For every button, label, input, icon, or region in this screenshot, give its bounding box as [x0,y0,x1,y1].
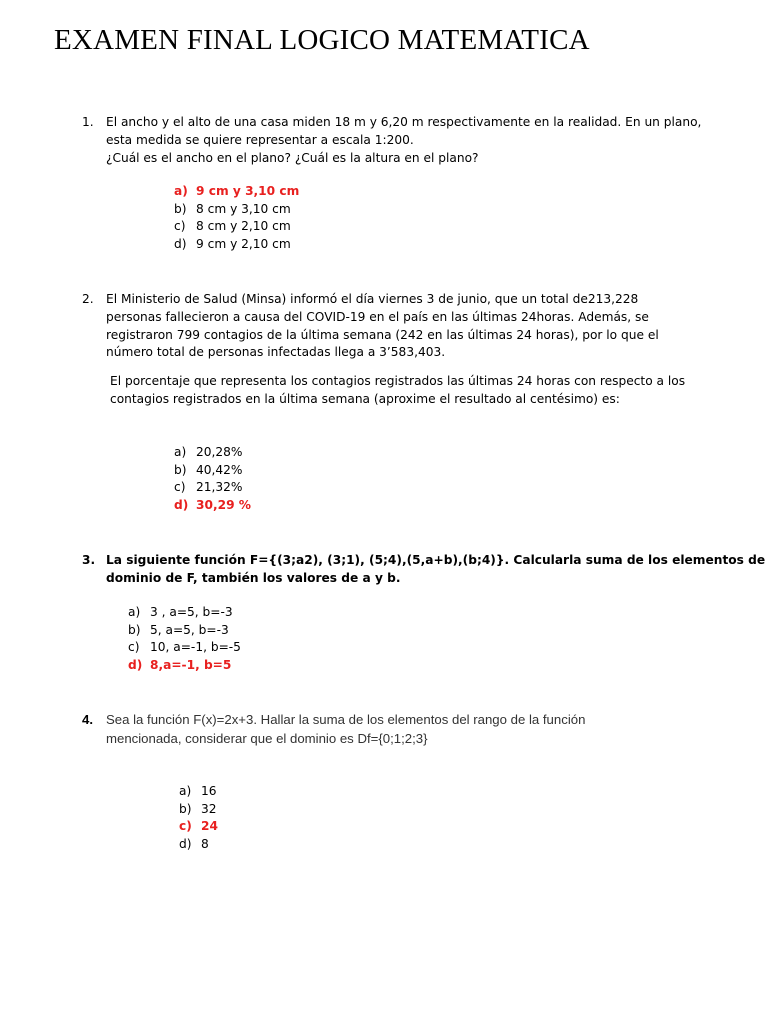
question-2-option-a[interactable]: a) 20,28% [174,445,243,459]
question-1-option-b[interactable]: b) 8 cm y 3,10 cm [174,201,291,216]
question-4-line-1: Sea la función F(x)=2x+3. Hallar la suma de los elementos del rango de la función [106,712,586,727]
question-3-line-2: dominio de F, también los valores de a y b. [106,570,401,585]
question-1-line-3: ¿Cuál es el ancho en el plano? ¿Cuál es la altura en el plano? [106,150,479,165]
question-3-number: 3. [82,553,96,567]
question-4-number: 4. [82,712,93,727]
question-4-option-c[interactable]: c) 24 [179,819,218,834]
question-4-options [179,783,218,853]
question-1-options [174,183,299,253]
question-4-stem [106,711,585,748]
question-2-option-c[interactable]: c) 21,32% [174,480,243,495]
question-2 [82,291,659,362]
question-4-option-b[interactable]: b) 32 [179,801,217,816]
question-1-line-1: El ancho y el alto de una casa miden 18 m y 6,20 m respectivamente en la realidad. En un plano, [106,115,702,129]
question-3-line-1: La siguiente función F={(3;a2), (3;1), (5;4),(5,a+b),(b;4)}. Calcularla suma de los elementos de [106,553,766,567]
question-1-option-a[interactable]: a) 9 cm y 3,10 cm [174,184,300,198]
question-3-options [128,604,241,674]
question-2-stem [106,291,659,362]
question-1-option-c[interactable]: c) 8 cm y 2,10 cm [174,219,291,234]
question-4-option-d[interactable]: d) 8 [179,836,209,851]
question-1 [82,114,701,167]
question-1-option-d[interactable]: d) 9 cm y 2,10 cm [174,236,291,251]
question-2-line-4: número total de personas infectadas llega a 3’583,403. [106,345,446,360]
question-3-option-b[interactable]: b) 5, a=5, b=-3 [128,622,229,637]
exam-title: EXAMEN FINAL LOGICO MATEMATICA [54,24,590,56]
question-3-stem [106,552,765,588]
question-2-line-3: registraron 799 contagios de la última semana (242 en las últimas 24 horas), por lo que el [106,327,659,342]
question-1-line-2: esta medida se quiere representar a escala 1:200. [106,132,414,147]
question-1-number: 1. [82,115,94,129]
question-3-option-a[interactable]: a) 3 , a=5, b=-3 [128,605,233,619]
question-2-options [174,444,251,514]
question-4-option-a[interactable]: a) 16 [179,784,217,798]
question-4 [82,711,585,748]
question-2-number: 2. [82,292,94,306]
question-2-prompt [110,373,685,409]
question-2-option-b[interactable]: b) 40,42% [174,462,243,477]
question-2-line-1: El Ministerio de Salud (Minsa) informó el día viernes 3 de junio, que un total de213,228 [106,292,639,306]
question-2-option-d[interactable]: d) 30,29 % [174,497,252,512]
question-2-line-2: personas fallecieron a causa del COVID-19 en el país en las últimas 24horas. Además, se [106,309,649,324]
question-4-line-2: mencionada, considerar que el dominio es Df={0;1;2;3} [106,730,428,746]
question-3 [82,552,765,588]
question-2-prompt-line-1: El porcentaje que representa los contagios registrados las últimas 24 horas con respecto a los [110,374,686,388]
question-2-prompt-line-2: contagios registrados en la última semana (aproxime el resultado al centésimo) es: [110,391,620,406]
question-3-option-c[interactable]: c) 10, a=-1, b=-5 [128,640,241,655]
question-3-option-d[interactable]: d) 8,a=-1, b=5 [128,657,232,672]
question-1-stem [106,114,701,167]
